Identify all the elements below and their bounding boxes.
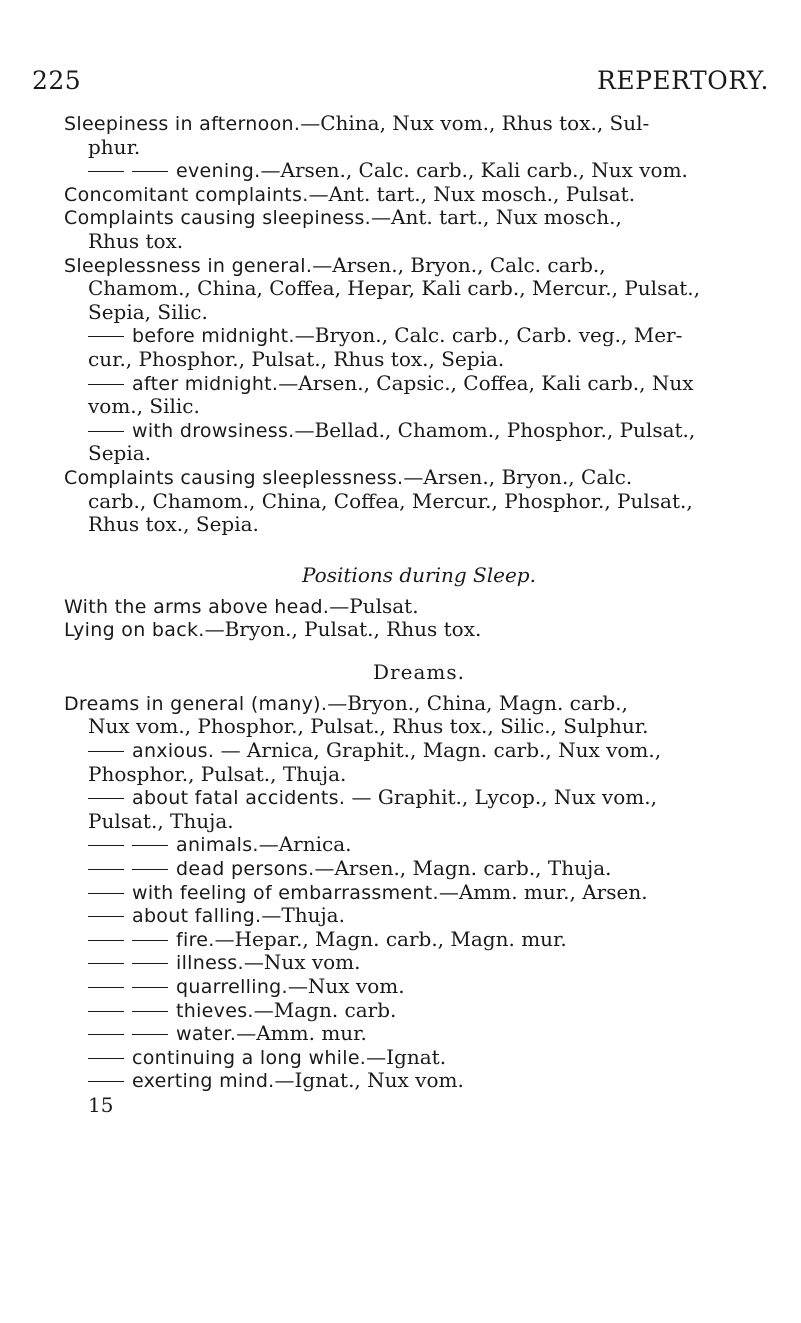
remedy-list: —Bryon., Calc. carb., Carb. veg., Mer- bbox=[294, 323, 683, 348]
ditto-dash bbox=[88, 1081, 124, 1082]
remedy-list: —Arsen., Calc. carb., Kali carb., Nux vom. bbox=[260, 158, 688, 183]
ditto-dash bbox=[132, 171, 168, 172]
ditto-dash bbox=[88, 336, 124, 337]
remedy-list: —Hepar., Magn. carb., Magn. mur. bbox=[214, 926, 567, 951]
entry-line bbox=[64, 159, 774, 183]
remedy-list: — Arnica, Graphit., Magn. carb., Nux vom., bbox=[214, 738, 662, 763]
entry-line bbox=[64, 136, 774, 160]
remedy-list: —Arnica. bbox=[258, 832, 352, 857]
entry-line bbox=[64, 904, 774, 928]
remedy-list: Sepia, Silic. bbox=[88, 299, 208, 324]
entry-line bbox=[64, 301, 774, 325]
rubric-keyword: animals. bbox=[176, 834, 259, 857]
entry-line bbox=[64, 881, 774, 905]
entry-line bbox=[64, 739, 774, 763]
remedy-list: —Bryon., Pulsat., Rhus tox. bbox=[204, 617, 482, 642]
section-heading-positions: Positions during Sleep. bbox=[302, 562, 536, 587]
remedy-list: —Arsen., Capsic., Coffea, Kali carb., Nux bbox=[278, 370, 694, 395]
entry-line bbox=[64, 999, 774, 1023]
page-number: 225 bbox=[32, 66, 82, 95]
entry-line bbox=[64, 513, 774, 537]
entry-line bbox=[64, 348, 774, 372]
entry-line bbox=[64, 833, 774, 857]
ditto-dash bbox=[88, 940, 124, 941]
entry-line bbox=[64, 810, 774, 834]
rubric-keyword: Dreams in general (many). bbox=[64, 692, 328, 715]
ditto-dash bbox=[88, 1058, 124, 1059]
remedy-list: —Arsen., Magn. carb., Thuja. bbox=[314, 856, 612, 881]
rubric-keyword: continuing a long while. bbox=[132, 1046, 367, 1069]
section-heading-dreams: Dreams. bbox=[373, 659, 465, 684]
ditto-dash bbox=[88, 916, 124, 917]
positions-entries bbox=[64, 595, 774, 642]
entry-line bbox=[64, 1046, 774, 1070]
rubric-keyword: about fatal accidents. bbox=[132, 787, 346, 810]
remedy-list: —Ignat., Nux vom. bbox=[274, 1068, 464, 1093]
remedy-list: —Arsen., Bryon., Calc. carb., bbox=[312, 252, 606, 277]
rubric-keyword: with drowsiness. bbox=[132, 419, 295, 442]
remedy-list: Pulsat., Thuja. bbox=[88, 808, 234, 833]
ditto-dash bbox=[88, 1011, 124, 1012]
entry-line bbox=[64, 763, 774, 787]
ditto-dash bbox=[132, 963, 168, 964]
remedy-list: —Magn. carb. bbox=[253, 997, 397, 1022]
sleep-entries bbox=[64, 112, 774, 537]
ditto-dash bbox=[88, 798, 124, 799]
rubric-keyword: about falling. bbox=[132, 905, 262, 928]
remedy-list: —Bellad., Chamom., Phosphor., Pulsat., bbox=[294, 417, 696, 442]
running-title: REPERTORY. bbox=[597, 66, 769, 95]
remedy-list: —Ignat. bbox=[366, 1044, 447, 1069]
dreams-entries bbox=[64, 692, 774, 1093]
entry-line bbox=[64, 786, 774, 810]
remedy-list: cur., Phosphor., Pulsat., Rhus tox., Sepia. bbox=[88, 346, 505, 371]
entry-line bbox=[64, 928, 774, 952]
entry-line bbox=[64, 112, 774, 136]
remedy-list: Chamom., China, Coffea, Hepar, Kali carb., Mercur., Pulsat., bbox=[88, 276, 701, 301]
ditto-dash bbox=[88, 963, 124, 964]
entry-line bbox=[64, 230, 774, 254]
entry-line bbox=[64, 692, 774, 716]
signature-mark: 15 bbox=[88, 1092, 114, 1117]
ditto-dash bbox=[132, 845, 168, 846]
remedy-list: Rhus tox., Sepia. bbox=[88, 512, 259, 537]
rubric-keyword: anxious. bbox=[132, 740, 215, 763]
remedy-list: —Bryon., China, Magn. carb., bbox=[327, 690, 628, 715]
entry-line bbox=[64, 715, 774, 739]
entry-line bbox=[64, 857, 774, 881]
entry-line bbox=[64, 372, 774, 396]
rubric-keyword: Lying on back. bbox=[64, 619, 205, 642]
remedy-list: Nux vom., Phosphor., Pulsat., Rhus tox., Silic., Sulphur. bbox=[88, 714, 649, 739]
entry-line bbox=[64, 442, 774, 466]
entry-line bbox=[64, 466, 774, 490]
remedy-list: —Ant. tart., Nux mosch., Pulsat. bbox=[308, 181, 636, 206]
remedy-list: — Graphit., Lycop., Nux vom., bbox=[345, 785, 657, 810]
remedy-list: Phosphor., Pulsat., Thuja. bbox=[88, 761, 347, 786]
ditto-dash bbox=[88, 751, 124, 752]
rubric-keyword: quarrelling. bbox=[176, 976, 288, 998]
rubric-keyword: Complaints causing sleeplessness. bbox=[64, 466, 404, 489]
ditto-dash bbox=[88, 384, 124, 385]
rubric-keyword: evening. bbox=[176, 160, 261, 183]
entry-line bbox=[64, 324, 774, 348]
remedy-list: —Thuja. bbox=[261, 903, 345, 928]
remedy-list: Rhus tox. bbox=[88, 228, 184, 253]
rubric-keyword: fire. bbox=[176, 928, 215, 951]
remedy-list: vom., Silic. bbox=[88, 394, 200, 419]
remedy-list: —Pulsat. bbox=[329, 593, 419, 618]
ditto-dash bbox=[132, 1034, 168, 1035]
remedy-list: phur. bbox=[88, 134, 141, 159]
remedy-list: —Amm. mur. bbox=[236, 1021, 367, 1046]
remedy-list: carb., Chamom., China, Coffea, Mercur., Phosphor., Pulsat., bbox=[88, 488, 693, 513]
remedy-list: —Amm. mur., Arsen. bbox=[438, 879, 648, 904]
ditto-dash bbox=[132, 869, 168, 870]
rubric-keyword: water. bbox=[176, 1023, 237, 1046]
rubric-keyword: Complaints causing sleepiness. bbox=[64, 207, 372, 230]
entry-line bbox=[64, 254, 774, 278]
entry-line bbox=[64, 618, 774, 642]
entry-line bbox=[64, 183, 774, 207]
ditto-dash bbox=[88, 431, 124, 432]
ditto-dash bbox=[132, 940, 168, 941]
entry-line bbox=[64, 419, 774, 443]
remedy-list: —Arsen., Bryon., Calc. bbox=[403, 464, 633, 489]
ditto-dash bbox=[88, 869, 124, 870]
entry-line bbox=[64, 975, 774, 999]
ditto-dash bbox=[132, 1011, 168, 1012]
entry-line bbox=[64, 595, 774, 619]
rubric-keyword: dead persons. bbox=[176, 858, 315, 881]
remedy-list: —Nux vom. bbox=[243, 950, 361, 975]
rubric-keyword: thieves. bbox=[176, 999, 254, 1022]
ditto-dash bbox=[88, 171, 124, 172]
rubric-keyword: with feeling of embarrassment. bbox=[132, 881, 439, 904]
ditto-dash bbox=[88, 1034, 124, 1035]
entry-line bbox=[64, 206, 774, 230]
ditto-dash bbox=[132, 987, 168, 988]
ditto-dash bbox=[88, 987, 124, 988]
remedy-list: —Nux vom. bbox=[287, 974, 405, 998]
rubric-keyword: Sleepiness in afternoon. bbox=[64, 113, 301, 135]
ditto-dash bbox=[88, 893, 124, 894]
entry-line bbox=[64, 1022, 774, 1046]
entry-line bbox=[64, 395, 774, 419]
rubric-keyword: Concomitant complaints. bbox=[64, 183, 309, 206]
rubric-keyword: With the arms above head. bbox=[64, 595, 330, 618]
rubric-keyword: before midnight. bbox=[132, 325, 295, 348]
rubric-keyword: exerting mind. bbox=[132, 1070, 275, 1093]
ditto-dash bbox=[88, 845, 124, 846]
remedy-list: —China, Nux vom., Rhus tox., Sul- bbox=[300, 111, 650, 135]
remedy-list: —Ant. tart., Nux mosch., bbox=[371, 205, 622, 230]
entry-line bbox=[64, 1069, 774, 1093]
entry-line bbox=[64, 277, 774, 301]
remedy-list: Sepia. bbox=[88, 441, 152, 466]
text-body bbox=[64, 112, 774, 1117]
page-header bbox=[32, 66, 769, 95]
entry-line bbox=[64, 951, 774, 975]
entry-line bbox=[64, 490, 774, 514]
rubric-keyword: after midnight. bbox=[132, 372, 279, 395]
rubric-keyword: illness. bbox=[176, 952, 244, 975]
rubric-keyword: Sleeplessness in general. bbox=[64, 254, 313, 277]
